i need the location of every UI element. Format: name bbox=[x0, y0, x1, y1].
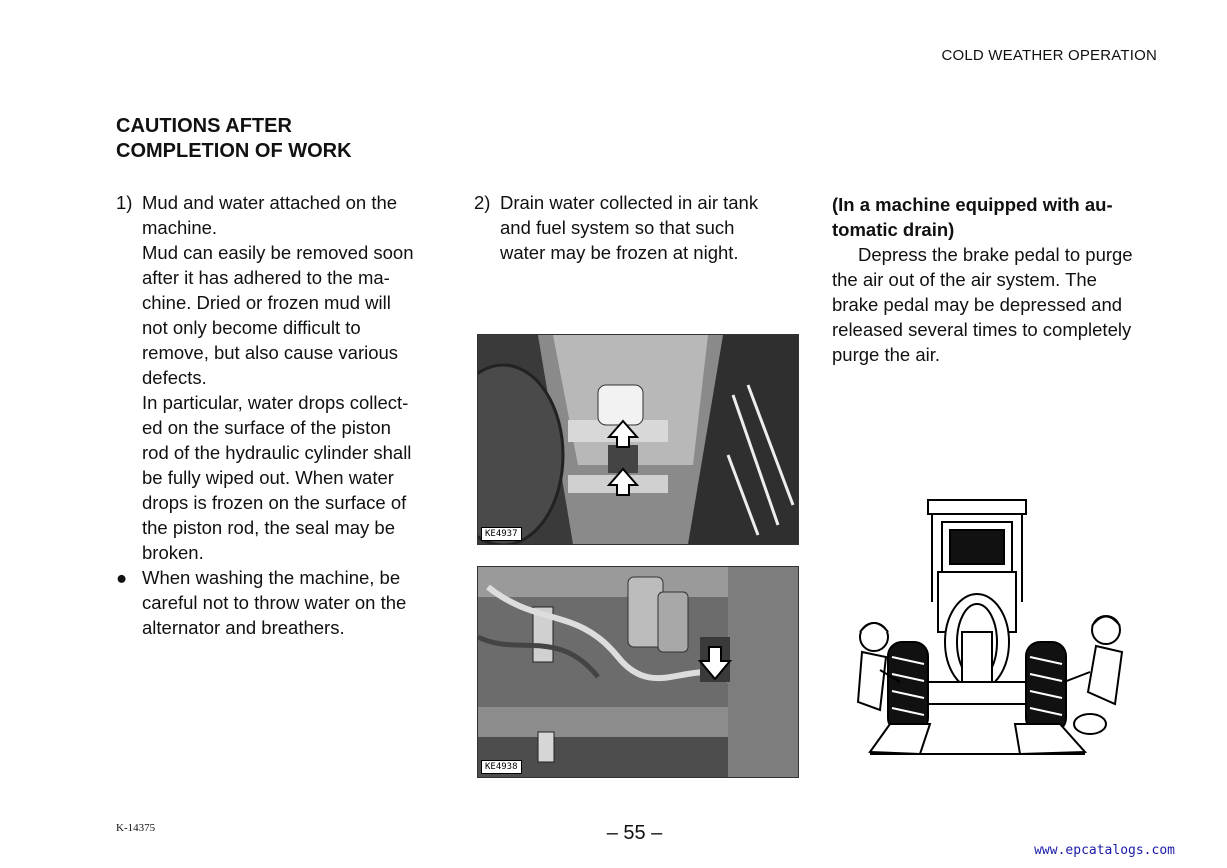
text-line: alternator and breathers. bbox=[142, 617, 345, 638]
text-line: water may be frozen at night. bbox=[500, 242, 739, 263]
text-line: defects. bbox=[142, 367, 207, 388]
text-line: brake pedal may be depressed and bbox=[832, 294, 1123, 315]
brake-instruction-paragraph bbox=[832, 242, 1155, 367]
photo-air-tank-drain bbox=[477, 334, 799, 545]
column-middle bbox=[474, 190, 796, 265]
text-line: be fully wiped out. When water bbox=[142, 467, 394, 488]
text-line: Mud can easily be removed soon bbox=[142, 242, 414, 263]
photo-fuel-system-drain bbox=[477, 566, 799, 778]
text-line: In particular, water drops collect- bbox=[142, 392, 409, 413]
bullet-icon: ● bbox=[116, 567, 128, 588]
fuel-system-photo-image bbox=[478, 567, 798, 777]
section-title-line-1: CAUTIONS AFTER bbox=[116, 115, 292, 137]
document-code: K-14375 bbox=[116, 822, 156, 834]
text-line: drops is frozen on the surface of bbox=[142, 492, 407, 513]
text-line: Mud and water attached on the bbox=[142, 192, 398, 213]
section-title bbox=[116, 114, 352, 164]
watermark-link[interactable]: www.epcatalogs.com bbox=[1034, 843, 1175, 858]
text-line: the piston rod, the seal may be bbox=[142, 517, 395, 538]
item-number: 2) bbox=[474, 192, 491, 213]
section-title-line-2: COMPLETION OF WORK bbox=[116, 140, 352, 162]
text-line: not only become difficult to bbox=[142, 317, 361, 338]
text-line: and fuel system so that such bbox=[500, 217, 735, 238]
text-line: machine. bbox=[142, 217, 218, 238]
page-number-text: – 55 – bbox=[606, 822, 663, 844]
text-line: broken. bbox=[142, 542, 204, 563]
text-line: released several times to completely bbox=[832, 319, 1132, 340]
column-left bbox=[116, 190, 438, 640]
text-line: ed on the surface of the piston bbox=[142, 417, 391, 438]
text-line: remove, but also cause various bbox=[142, 342, 399, 363]
text-line: careful not to throw water on the bbox=[142, 592, 407, 613]
text-line: the air out of the air system. The bbox=[832, 269, 1097, 290]
photo-code-label: KE4938 bbox=[481, 760, 522, 774]
caution-item-bullet bbox=[116, 565, 438, 640]
text-line: When washing the machine, be bbox=[142, 567, 401, 588]
item-number: 1) bbox=[116, 192, 133, 213]
caution-item-2 bbox=[474, 190, 796, 265]
subheading-line: (In a machine equipped with au- bbox=[832, 194, 1113, 215]
text-line: purge the air. bbox=[832, 344, 940, 365]
text-line: after it has adhered to the ma- bbox=[142, 267, 390, 288]
text-line: Drain water collected in air tank bbox=[500, 192, 759, 213]
loader-with-workers-illustration bbox=[850, 492, 1140, 767]
text-line: Depress the brake pedal to purge bbox=[858, 244, 1133, 265]
text-line: chine. Dried or frozen mud will bbox=[142, 292, 391, 313]
photo-code-label: KE4937 bbox=[481, 527, 522, 541]
column-right bbox=[832, 192, 1155, 367]
air-tank-photo-image bbox=[478, 335, 798, 544]
text-line: rod of the hydraulic cylinder shall bbox=[142, 442, 412, 463]
page-number bbox=[0, 822, 1227, 845]
running-header: COLD WEATHER OPERATION bbox=[941, 47, 1157, 64]
caution-item-1 bbox=[116, 190, 438, 565]
subheading-line: tomatic drain) bbox=[832, 219, 955, 240]
